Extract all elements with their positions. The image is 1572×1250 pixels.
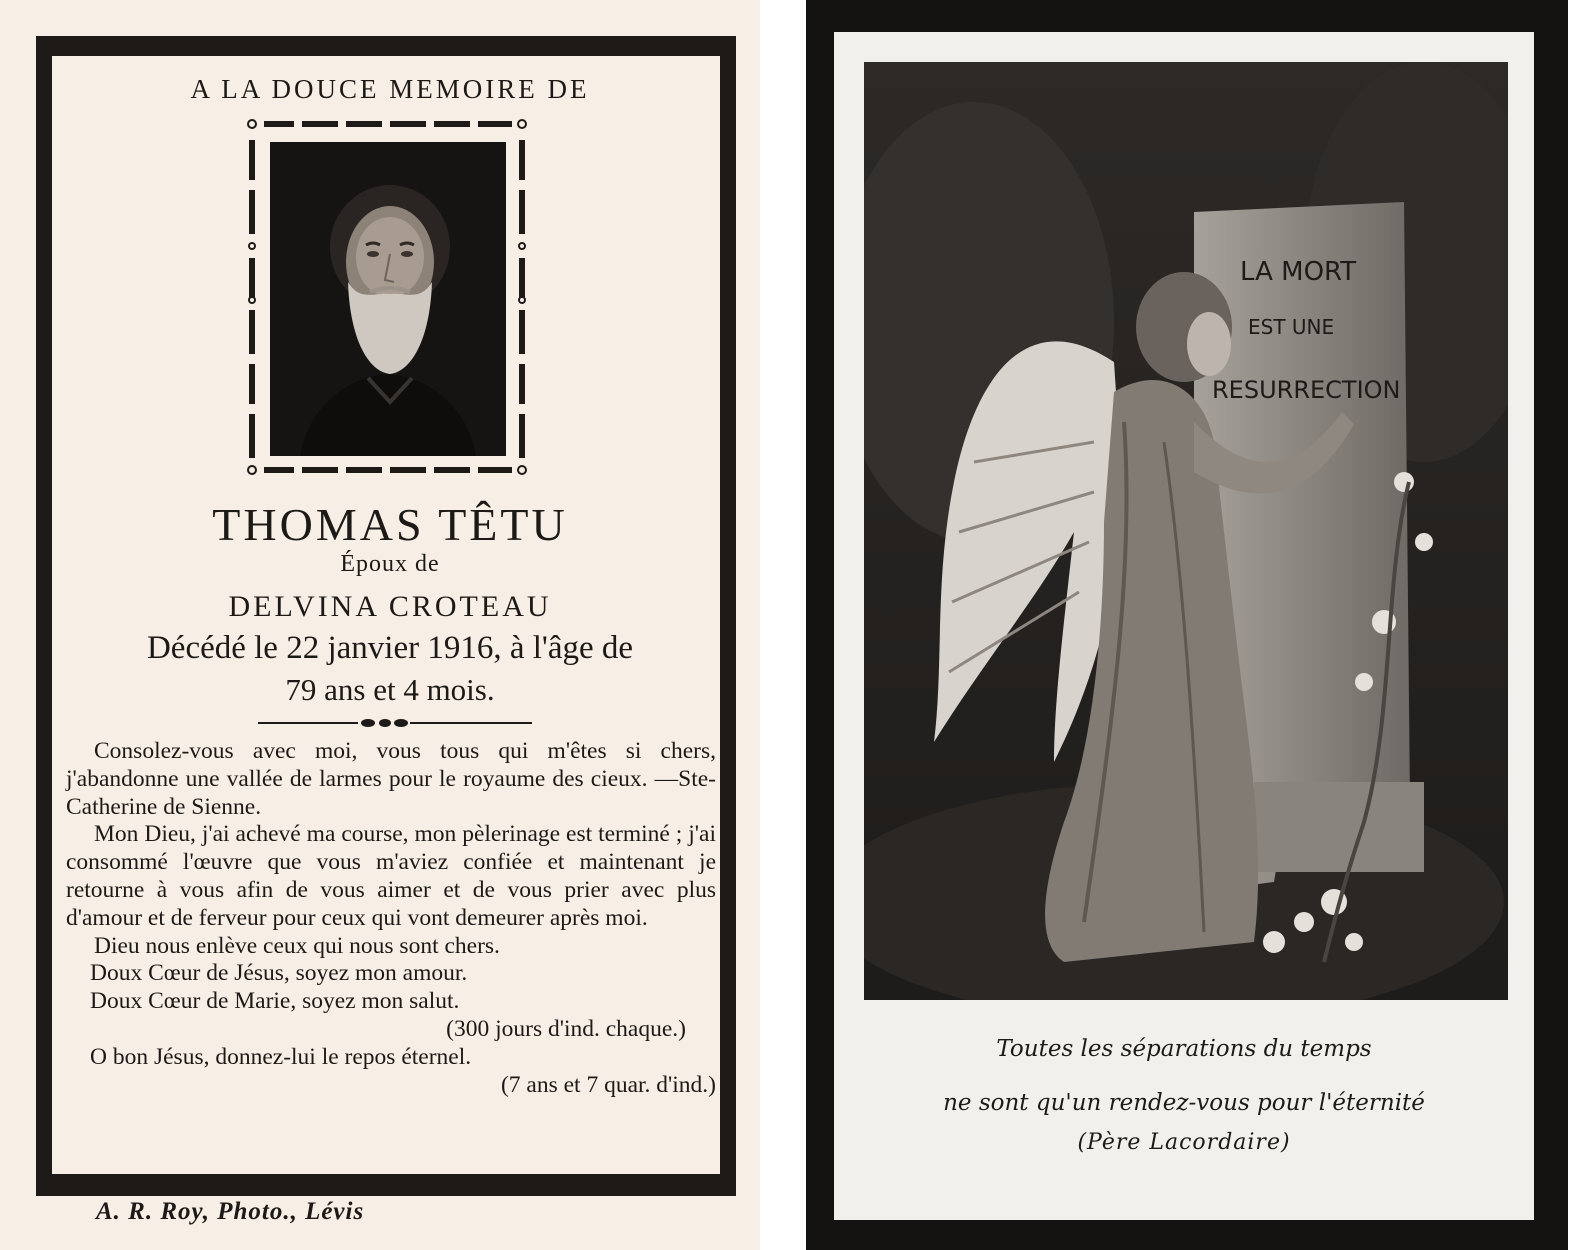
- quote-attribution: (Père Lacordaire): [1077, 1130, 1291, 1155]
- card-inner-panel: [834, 32, 1534, 1220]
- memorial-card-back: [806, 0, 1568, 1250]
- prayer-paragraph: Consolez-vous avec moi, vous tous qui m'êtes si chers, j'abandonne une vallée de larmes pour le royaume des cieux. —Ste-Catherine de Sienne.: [66, 738, 716, 820]
- portrait-photo: [270, 142, 506, 456]
- prayer-text: [66, 738, 716, 1099]
- stone-text-2: EST UNE: [1248, 315, 1335, 339]
- prayer-line: O bon Jésus, donnez-lui le repos éternel.: [90, 1043, 472, 1070]
- spouse-label: Époux de: [340, 551, 440, 577]
- stone-text-1: LA MORT: [1240, 257, 1357, 287]
- printer-credit: A. R. Roy, Photo., Lévis: [96, 1198, 365, 1225]
- prayer-line: Doux Cœur de Jésus, soyez mon amour.: [90, 960, 468, 987]
- ornament-divider-icon: [258, 716, 532, 730]
- memorial-card-front: [0, 0, 760, 1250]
- quote-line-2: ne sont qu'un rendez-vous pour l'éternité: [943, 1090, 1425, 1116]
- bearded-man-portrait-icon: [270, 142, 506, 456]
- portrait-frame: [242, 118, 532, 478]
- spouse-name: DELVINA CROTEAU: [228, 590, 552, 623]
- prayer-line: Dieu nous enlève ceux qui nous sont chers.: [94, 932, 500, 959]
- deceased-name: THOMAS TÊTU: [212, 499, 568, 550]
- indulgence-note: (300 jours d'ind. chaque.): [446, 1015, 686, 1042]
- angel-tombstone-icon: [864, 62, 1508, 1000]
- stone-text-3: RESURRECTION: [1212, 376, 1401, 404]
- prayer-line: Doux Cœur de Marie, soyez mon salut.: [90, 988, 460, 1015]
- age-line: 79 ans et 4 mois.: [285, 672, 495, 707]
- quote-line-1: Toutes les séparations du temps: [996, 1036, 1372, 1062]
- angel-illustration: [864, 62, 1508, 1000]
- prayer-paragraph: Mon Dieu, j'ai achevé ma course, mon pèlerinage est terminé ; j'ai consommé l'œuvre que vous m'aviez confiée et maintenant je retourne à vous afin de vous aimer et de vous prier avec plus d'amour et de ferveur pour ceux qui vont demeurer après moi.: [66, 821, 716, 931]
- card-heading: A LA DOUCE MEMOIRE DE: [190, 74, 590, 104]
- indulgence-note: (7 ans et 7 quar. d'ind.): [500, 1071, 716, 1098]
- death-date-line: Décédé le 22 janvier 1916, à l'âge de: [146, 630, 634, 666]
